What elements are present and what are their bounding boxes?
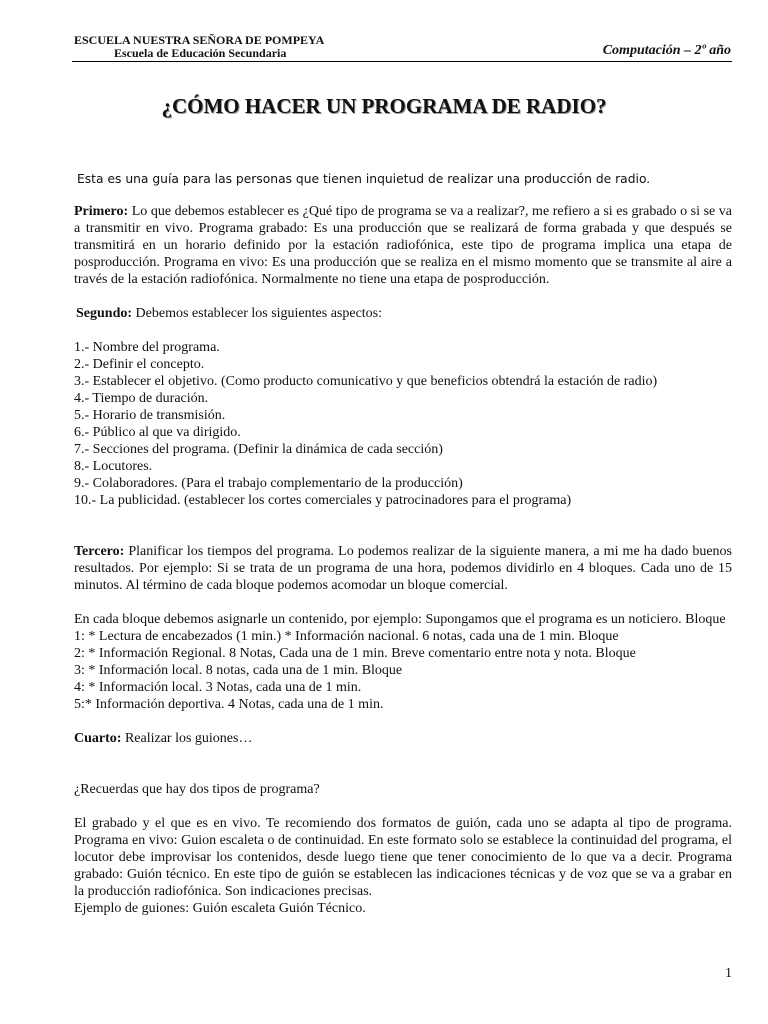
page-title: ¿CÓMO HACER UN PROGRAMA DE RADIO? — [161, 94, 607, 118]
ejemplo-text: Ejemplo de guiones: Guión escaleta Guión Técnico. — [74, 901, 366, 916]
cuarto-label: Cuarto: — [74, 731, 122, 746]
primero-text: Lo que debemos establecer es ¿Qué tipo de programa se va a realizar?, me refiero a si es grabado o si se va a transmitir en vivo. Programa grabado: Es una producción que se realizará de forma grabada y que después se transmitirá en un horario definido por la estación radiofónica, este tipo de programa implica una etapa de posproducción. Programa en vivo: Es una producción que se realiza en el mismo momento que se transmite al aire a través de la estación radiofónica. Normalmente no tiene una etapa de posproducción. — [74, 204, 733, 287]
bloque-line: 1: * Lectura de encabezados (1 min.) * Información nacional. 6 notas, cada una de 1 min. Bloque — [74, 629, 619, 644]
cuarto-text: Realizar los guiones… — [124, 731, 253, 746]
aspects-list — [74, 339, 732, 509]
bloques-intro: En cada bloque debemos asignarle un contenido, por ejemplo: Supongamos que el programa es un noticiero. Bloque — [74, 612, 726, 627]
tercero-label: Tercero: — [74, 544, 125, 559]
paragraph-primero — [74, 203, 732, 288]
paragraph-segundo — [74, 305, 732, 322]
paragraph-cuarto — [74, 730, 732, 747]
paragraph-final: El grabado y el que es en vivo. Te recomiendo dos formatos de guión, cada uno se adapta al tipo de programa. Programa en vivo: Guion escaleta o de continuidad. En este formato solo se establece la continuidad del programa, el locutor debe improvisar los contenidos, desde luego tiene que tener conocimiento de lo que va a decir. Programa grabado: Guión técnico. En este tipo de guión se establecen las indicaciones técnicas y de voz que se va a grabar en la producción radiofónica. Son indicaciones precisas. — [74, 816, 732, 899]
list-item: 1.- Nombre del programa. — [74, 340, 220, 355]
bloque-line: 2: * Información Regional. 8 Notas, Cada una de 1 min. Breve comentario entre nota y nota. Bloque — [74, 646, 636, 661]
list-item: 4.- Tiempo de duración. — [74, 391, 209, 406]
question-text: ¿Recuerdas que hay dos tipos de programa? — [74, 782, 320, 797]
course-label: Computación – 2º año — [602, 43, 731, 58]
paragraph-bloques — [74, 611, 732, 628]
school-name: ESCUELA NUESTRA SEÑORA DE POMPEYA — [74, 33, 325, 47]
list-item: 6.- Público al que va dirigido. — [74, 425, 241, 440]
paragraph-tercero — [74, 543, 732, 594]
bloque-line: 5:* Información deportiva. 4 Notas, cada una de 1 min. — [74, 697, 384, 712]
segundo-label: Segundo: — [76, 306, 133, 321]
tercero-text: Planificar los tiempos del programa. Lo podemos realizar de la siguiente manera, a mi me ha dado buenos resultados. Por ejemplo: Si se trata de un programa de una hora, podemos dividirlo en 4 bloques. Cada uno de 15 minutos. Al término de cada bloque podemos acomodar un bloque comercial. — [74, 544, 733, 593]
segundo-text: Debemos establecer los siguientes aspectos: — [135, 306, 383, 321]
list-item: 8.- Locutores. — [74, 459, 153, 474]
body-content — [74, 203, 732, 917]
list-item: 5.- Horario de transmisión. — [74, 408, 226, 423]
bloque-line: 3: * Información local. 8 notas, cada una de 1 min. Bloque — [74, 663, 403, 678]
primero-label: Primero: — [74, 204, 129, 219]
page-number: 1 — [725, 966, 732, 981]
list-item: 10.- La publicidad. (establecer los cortes comerciales y patrocinadores para el programa) — [74, 493, 572, 508]
list-item: 2.- Definir el concepto. — [74, 357, 205, 372]
header-divider — [72, 61, 732, 62]
intro-text: Esta es una guía para las personas que tienen inquietud de realizar una producción de radio. — [77, 172, 651, 186]
list-item: 9.- Colaboradores. (Para el trabajo complementario de la producción) — [74, 476, 463, 491]
bloques-list — [74, 628, 732, 713]
school-subtitle: Escuela de Educación Secundaria — [114, 46, 287, 60]
list-item: 3.- Establecer el objetivo. (Como producto comunicativo y que beneficios obtendrá la estación de radio) — [74, 374, 658, 389]
list-item: 7.- Secciones del programa. (Definir la dinámica de cada sección) — [74, 442, 443, 457]
bloque-line: 4: * Información local. 3 Notas, cada una de 1 min. — [74, 680, 362, 695]
